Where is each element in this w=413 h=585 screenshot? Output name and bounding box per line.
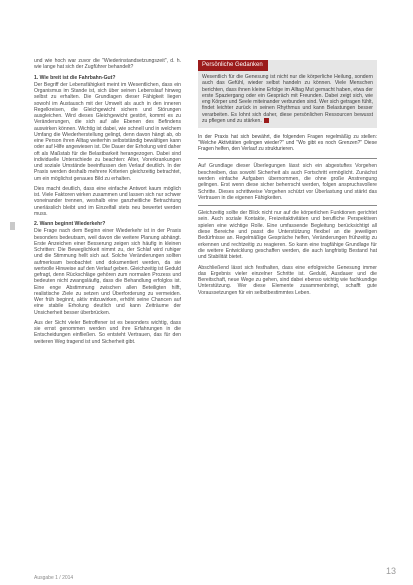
info-box — [198, 60, 377, 128]
intro-paragraph: und wie hoch war zuvor die "Wiederinstandsetzungszeit", d. h. wie lange hat sich der Zugführer behandelt? — [34, 58, 181, 71]
footer-issue: Ausgabe 1 / 2014 — [34, 575, 74, 581]
right-column — [198, 60, 377, 300]
divider — [198, 205, 377, 206]
end-square-icon — [264, 118, 269, 123]
section-2-paragraph-1: Die Frage nach dem Beginn einer Wiederkehr ist in der Praxis besonders bedeutsam, weil davon die weitere Planung abhängt. Erste Anzeichen einer Besserung zeigen sich häufig in kleinen Schritten: Die Beweglichkeit nimmt zu, der Schlaf wird ruhiger und die Stimmung hellt sich auf. Solche Veränderungen sollten aufmerksam beobachtet und dokumentiert werden, da sie wertvolle Hinweise auf den Verlauf geben. Gleichzeitig ist Geduld gefragt, denn Rückschläge gehören zum normalen Prozess und bedeuten nicht zwangsläufig, dass die Behandlung erfolglos ist. Eine enge Abstimmung zwischen allen Beteiligten hilft, realistische Ziele zu setzen und Überforderung zu vermeiden. Wer früh beginnt, aktiv mitzuwirken, erhöht seine Chancen auf eine stabile Erholung deutlich und kann Zeiträume der Unsicherheit besser überbrücken. — [34, 228, 181, 316]
info-box-title: Persönliche Gedanken — [198, 60, 268, 71]
right-paragraph-1: Auf Grundlage dieser Überlegungen lässt sich ein abgestuftes Vorgehen beschreiben, das sowohl Sicherheit als auch Fortschritt ermöglicht. Zunächst werden einfache Aufgaben übernommen, die ohne große Anstrengung gelingen. Erst wenn diese sicher beherrscht werden, folgen anspruchsvollere Schritte. Dieses schrittweise Vorgehen schützt vor Überlastung und stärkt das Vertrauen in die eigenen Fähigkeiten. — [198, 163, 377, 201]
left-column — [34, 58, 181, 349]
section-2-heading: 2. Wann beginnt Wiederkehr? — [34, 221, 106, 227]
section-1-paragraph-1: Der Begriff der Lebensfähigkeit meint im Wesentlichen, dass ein Organismus im Stande ist, sich über seinen Lebenslauf hinweg selbst zu erhalten. Die Grundlagen dieser Fähigkeit liegen sowohl im Austausch mit der Umwelt als auch in den inneren Regelkreisen, die Gleichgewicht sichern und Störungen ausgleichen. Wird dieses Gleichgewicht gestört, kommt es zu Veränderungen, die sich auf alle Ebenen des Befindens auswirken können. Wichtig ist dabei, wie schnell und in welchem Umfang die Wiederherstellung gelingt, denn davon hängt ab, ob eine Person ihren Alltag weiterhin selbstständig bewältigen kann oder auf Hilfe angewiesen ist. Die Dauer der Erholung wird daher oft als Maßstab für die Belastbarkeit herangezogen. Dabei sind individuelle Unterschiede zu beachten: Alter, Vorerkrankungen und soziale Umstände beeinflussen den Verlauf deutlich. In der Praxis werden deshalb mehrere Kriterien gleichzeitig betrachtet, um ein möglichst genaues Bild zu erhalten. — [34, 81, 181, 182]
info-box-text: Wesentlich für die Genesung ist nicht nur die körperliche Heilung, sondern auch das Gefühl, wieder selbst handeln zu können. Viele Menschen berichten, dass ihnen kleine Erfolge im Alltag Mut gemacht haben, etwa der erste Spaziergang oder ein Gespräch mit Freunden. Dabei zeigt sich, wie eng Körper und Seele miteinander verbunden sind. Wer sich getragen fühlt, findet leichter zurück in seinen Rhythmus und kann Belastungen besser verarbeiten. Es lohnt sich daher, diese persönlichen Ressourcen bewusst zu pflegen und zu stärken. — [202, 74, 373, 125]
section-2-paragraph-2: Aus der Sicht vieler Betroffener ist es besonders wichtig, dass sie ernst genommen werden und ihre Erfahrungen in die Entscheidungen einfließen. So entsteht Vertrauen, das für den weiteren Weg tragend ist und Sicherheit gibt. — [34, 319, 181, 345]
right-paragraph-2: Gleichzeitig sollte der Blick nicht nur auf die körperlichen Funktionen gerichtet sein. Auch soziale Kontakte, Freizeitaktivitäten und berufliche Perspektiven spielen eine wichtige Rolle. Eine umfassende Begleitung berücksichtigt all diese Bereiche und passt die Unterstützung flexibel an die jeweiligen Bedürfnisse an. Regelmäßige Gespräche helfen, Veränderungen frühzeitig zu erkennen und rechtzeitig zu reagieren. So kann eine tragfähige Grundlage für die weitere Entwicklung geschaffen werden, die auch langfristig Bestand hat und Stabilität bietet. — [198, 210, 377, 261]
info-box-text-wrap — [198, 74, 377, 124]
section-1-heading: 1. Wie breit ist die Fahrbahn-Gut? — [34, 74, 116, 81]
side-label — [8, 236, 18, 356]
page-number: 13 — [386, 566, 397, 576]
side-marker — [10, 222, 15, 230]
divider — [198, 158, 377, 159]
right-paragraph-3: Abschließend lässt sich festhalten, dass eine erfolgreiche Genesung immer das Ergebnis vieler einzelner Schritte ist. Geduld, Ausdauer und die Bereitschaft, neue Wege zu gehen, sind dabei ebenso wichtig wie fachkundige Unterstützung. Wer diese Elemente zusammenbringt, schafft gute Voraussetzungen für ein selbstbestimmtes Leben. — [198, 264, 377, 296]
note-paragraph: In der Praxis hat sich bewährt, die folgenden Fragen regelmäßig zu stellen: "Welche Aktivitäten gelingen wieder?" und "Wo gibt es noch Grenzen?" Diese Fragen helfen, den Verlauf zu strukturieren. — [198, 134, 377, 153]
section-1-paragraph-2: Dies macht deutlich, dass eine einfache Antwort kaum möglich ist. Viele Faktoren wirken zusammen und lassen sich nur schwer voneinander trennen, weshalb eine ganzheitliche Betrachtung unerlässlich bleibt und im Einzelfall stets neu bewertet werden muss. — [34, 185, 181, 217]
